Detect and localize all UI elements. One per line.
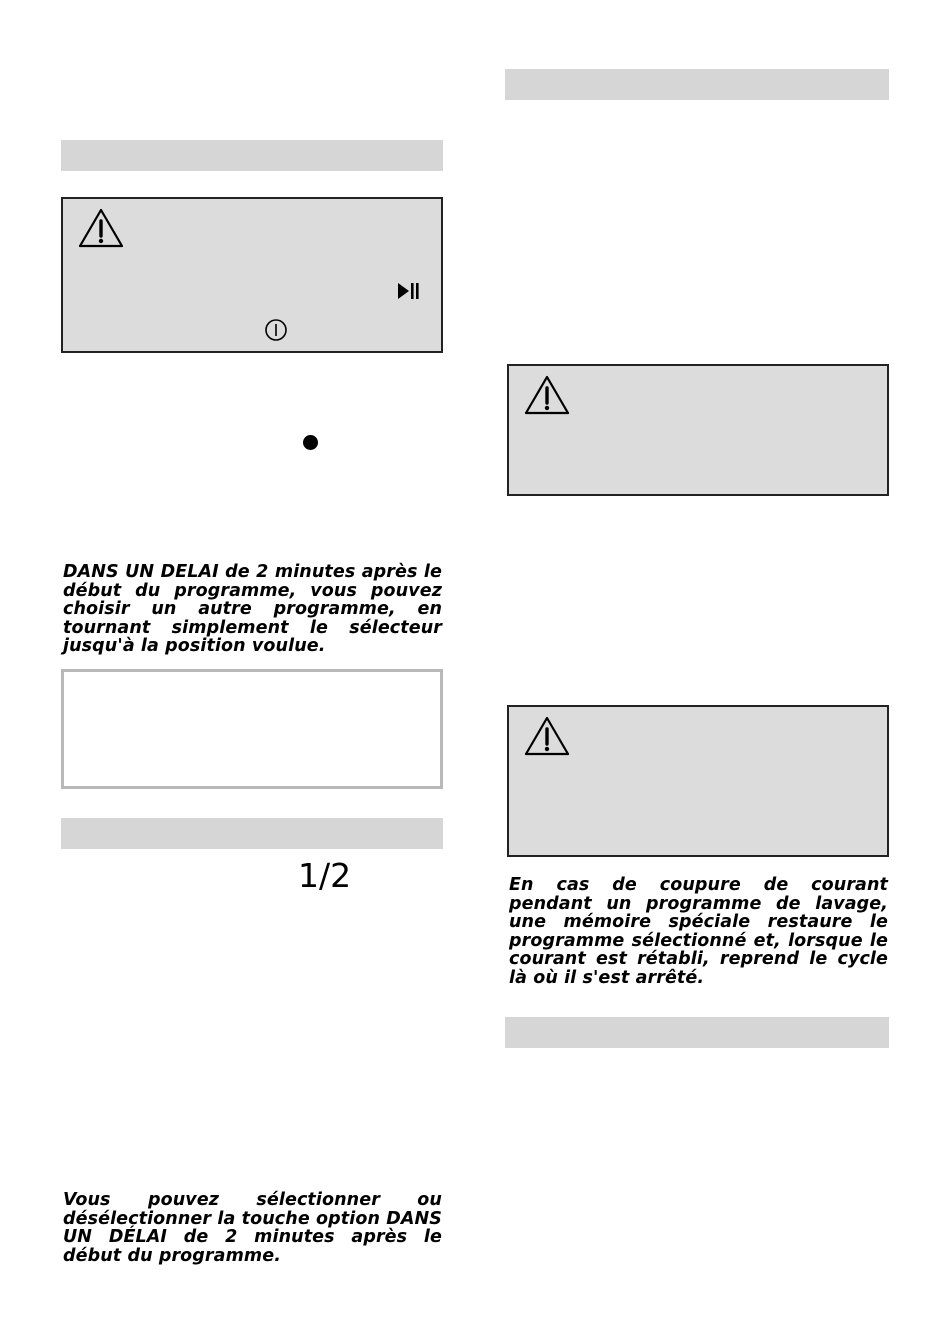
warning-triangle-icon <box>523 374 571 416</box>
paragraph-option-button: Vous pouvez sélectionner ou désélectionner la touche option DANS UN DÉLAI de 2 minutes après le début du programme. <box>63 1190 442 1266</box>
warning-triangle-icon <box>77 207 125 249</box>
power-icon <box>264 318 288 342</box>
warning-box <box>507 705 889 857</box>
note-box <box>61 669 443 789</box>
section-heading-bar <box>61 818 443 849</box>
warning-triangle-icon <box>523 715 571 757</box>
half-load-symbol: 1/2 <box>298 856 352 895</box>
paragraph-delay-program: DANS UN DELAI de 2 minutes après le début du programme, vous pouvez choisir un autre programme, en tournant simplement le sélecteur jusqu'à la position voulue. <box>63 562 442 657</box>
filled-dot-icon <box>303 435 318 450</box>
section-heading-bar <box>505 69 889 100</box>
play-pause-icon <box>396 281 420 301</box>
warning-box <box>507 364 889 496</box>
paragraph-power-cut: En cas de coupure de courant pendant un programme de lavage, une mémoire spéciale restaure le programme sélectionné et, lorsque le courant est rétabli, reprend le cycle là où il s'est arrêté. <box>509 875 888 988</box>
section-heading-bar <box>61 140 443 171</box>
section-heading-bar <box>505 1017 889 1048</box>
warning-box <box>61 197 443 353</box>
